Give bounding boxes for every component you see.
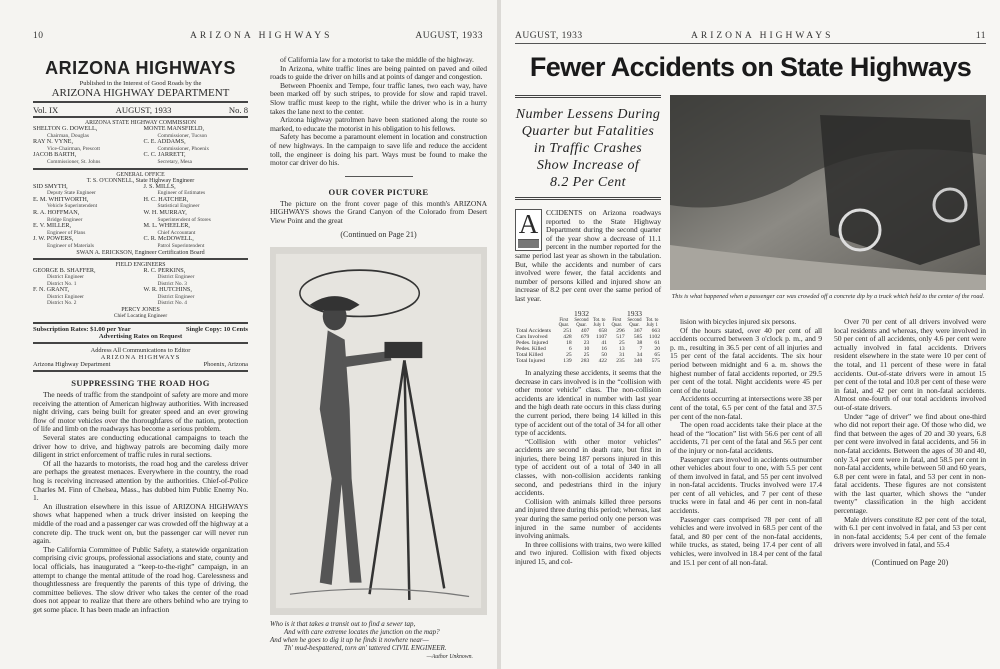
field-engineers-list	[33, 268, 248, 308]
masthead	[33, 58, 248, 372]
table-cell: 517	[616, 333, 625, 340]
staff-name: E. V. MILLER,	[33, 222, 72, 230]
staff-district: District No. 3	[157, 280, 187, 287]
staff-name: SHELTON G. DOWELL,	[33, 125, 98, 132]
staff-name: F. N. GRANT,	[33, 286, 69, 294]
table-row	[515, 358, 661, 364]
staff-entry	[33, 184, 138, 197]
table-cell: 25	[583, 351, 590, 358]
article-title: Fewer Accidents on State Highways	[529, 52, 972, 82]
paragraph: Passenger cars involved in accidents outnumber other vehicles about four to one, with 5.5 per cent of them involved in fatal, and 55 per cent involved in non-fatal accidents. Trucks involved were 17.4 per cent of all vehicles, and 7 per cent of these trucks were in fatal and 46 per cent in non-fatal accidents.	[670, 454, 822, 516]
subtitle-line: Quarter but Fatalities	[521, 124, 655, 139]
staff-name: C. E. ADDAMS,	[143, 138, 186, 146]
running-date: AUGUST, 1933	[515, 31, 583, 41]
table-cell: 25	[619, 339, 625, 346]
left-column	[33, 58, 248, 615]
staff-title: District Engineer	[157, 293, 195, 300]
paragraph: In Arizona, white traffic lines are being painted on paved and oiled roads to guide the driver on hills and at points of danger and congestion.	[270, 63, 487, 82]
staff-title: Commissioner, Phoenix	[157, 145, 210, 152]
page-number: 10	[33, 31, 44, 41]
continued-note: (Continued on Page 20)	[871, 558, 949, 568]
paragraph: The picture on the front cover page of this month's ARIZONA HIGHWAYS shows the Grand Canyon of the Colorado from Desert View Point and the great	[270, 198, 487, 225]
subtitle-line: in Traffic Crashes	[533, 141, 643, 156]
general-office-list	[33, 184, 248, 250]
table-cell: 1102	[649, 333, 660, 340]
staff-entry	[144, 197, 249, 210]
staff-title: Patrol Superintendent	[157, 242, 205, 249]
staff-district: District No. 1	[47, 280, 77, 287]
paragraph: Between Phoenix and Tempe, four traffic lanes, two each way, have been marked off by such stripes, to provide for slow and rapid travel. Slow traffic must keep to the right, while the driver who is in a hurry takes the lane next to the center.	[270, 80, 487, 116]
table-cell: 16	[601, 345, 607, 352]
staff-title: Statistical Engineer	[157, 203, 200, 210]
table-cell: 7	[639, 345, 643, 352]
running-title: ARIZONA HIGHWAYS	[190, 31, 333, 41]
poem-author: —Author Unknown.	[426, 653, 473, 660]
staff-name: C. C. JARRETT,	[143, 151, 186, 159]
row-label: Cars Involved	[516, 333, 548, 340]
table-cell: 38	[636, 339, 643, 346]
staff-title: Chief Accountant	[157, 229, 196, 236]
staff-title: District Engineer	[47, 293, 84, 300]
paragraph: In analyzing these accidents, it seems that the decrease in cars involved is in the “collision with other motor vehicle” class. The non-collision accidents are identical in number with last year and the high death rate occurs in this class during the current period, there being 14 killed in this type of accident out of the total of 34 for all other type of accidents.	[515, 367, 661, 438]
column-header: Second Quar.	[574, 317, 589, 328]
advertising-rates: Advertising Rates on Request	[98, 333, 183, 341]
paragraph: Collision with animals killed three persons and injured three during this period; whereas, last year during the same period only one person was injured in the same number of accidents involving animals.	[515, 496, 661, 541]
table-cell: 407	[580, 327, 590, 334]
staff-title: Superintendent of Stores	[157, 216, 211, 223]
table-cell: 658	[598, 327, 607, 334]
table-cell: 50	[601, 351, 607, 358]
staff-name: JACOB BARTH,	[33, 151, 77, 159]
staff-entry	[144, 268, 249, 288]
lead-paragraph	[515, 209, 661, 304]
poem-line: And when he goes to dig it up he finds it nowhere near—	[270, 636, 429, 645]
staff-name: R. A. HOFFMAN,	[33, 208, 80, 216]
paragraph: Arizona highway patrolmen have been stationed along the route so marked, to educate the motorist in his obligation to his fellows.	[270, 115, 487, 133]
published-line: Published in the Interest of Good Roads by the	[79, 80, 202, 87]
table-cell: 139	[563, 357, 572, 364]
paragraph: Over 70 per cent of all drivers involved were local residents and whereas, they were involved in 50 per cent of all accidents, only 4.6 per cent were actually involved in fatal accidents. Drivers resident elsewhere in the state were 10 per cent of the total, and 11 percent of these were in fatal accidents. Out-of-state drivers were in amout 15 per cent of the total and 10.8 per cent of these were in fatal, and 42 per cent in non-fatal accidents. Almost one-fourth of our total accidents involved out-of-state drivers.	[834, 317, 986, 412]
table-cell: 235	[616, 357, 625, 364]
photo-caption: This is what happened when a passenger car was crowded off a concrete dip by a truck which held to the center of the road.	[671, 293, 985, 300]
paragraph: of California law for a motorist to take the middle of the highway.	[280, 55, 474, 64]
staff-name: C. R. McDOWELL,	[143, 235, 194, 243]
masthead-title: ARIZONA HIGHWAYS	[45, 58, 236, 78]
left-page	[0, 0, 497, 669]
table-cell: 65	[654, 351, 660, 358]
table-cell: 34	[636, 351, 643, 358]
year-1933: 1933	[627, 308, 642, 318]
running-title: ARIZONA HIGHWAYS	[691, 31, 834, 41]
paragraph: Of the hours stated, over 40 per cent of all accidents occurred between 3 o'clock p. m., and 9 p. m., resulting in 36.5 per cent of all injuries and 15 per cent of the fatal accidents. The six hour period between midnight and 6 a. m. shows the highest number of fatal accidents reported, or 29.5 per cent of the total. Night accidents were 45 per cent of the total.	[670, 325, 822, 395]
poem-line: Who is it that takes a transit out to find a sewer tap,	[270, 619, 416, 628]
commission-heading: ARIZONA STATE HIGHWAY COMMISSION	[84, 120, 197, 126]
staff-district: District No. 4	[157, 300, 187, 307]
column-1-flow	[515, 95, 661, 567]
staff-entry	[144, 152, 249, 165]
staff-entry	[144, 184, 249, 197]
staff-name: W. H. MURRAY,	[143, 208, 187, 216]
certification-board: SWAN A. ERICKSON, Engineer Certification Board	[76, 249, 205, 256]
column-2	[670, 318, 822, 567]
chief-engineer: T. S. O'CONNELL, State Highway Engineer	[86, 177, 195, 184]
column-3	[834, 318, 986, 550]
staff-entry	[33, 268, 138, 288]
column-header: First Quar.	[558, 317, 570, 328]
drop-cap-letter: A	[518, 209, 539, 239]
department-name: ARIZONA HIGHWAY DEPARTMENT	[51, 87, 230, 99]
cover-picture-heading: OUR COVER PICTURE	[328, 186, 429, 197]
table-cell: 367	[633, 327, 643, 334]
lead-text: CCIDENTS on Arizona roadways reported to the State Highway Department during the second quarter of the year show a decrease of 11.1 percent in the number reported for the same period last year as shown in the tabulation. But, while the accidents and number of cars involved were fewer, the fatal accidents and number of persons killed and injured show an increase of 8.2 per cent over the same period of last year.	[515, 208, 661, 303]
table-cell: 585	[633, 333, 643, 340]
address-line2: ARIZONA HIGHWAYS	[100, 354, 181, 362]
staff-title: Vice-Chairman, Prescott	[47, 145, 100, 152]
column-header: Tot. to July 1	[645, 317, 659, 328]
column-header: First Quar.	[611, 317, 623, 328]
staff-name: J. W. POWERS,	[33, 235, 74, 243]
staff-name: RAY N. VYNE,	[33, 138, 73, 146]
table-cell: 283	[580, 357, 590, 364]
paragraph: Passenger cars comprised 78 per cent of all vehicles and were involved in 68.5 per cent of the fatal, and 80 per cent of the non-fatal accidents, while trucks, as stated, being 17.4 per cent of all vehicles, were involved in 18.4 per cent of the fatal and 15.1 per cent of all non-fatal.	[670, 514, 822, 567]
surveyor-cartoon-illustration	[270, 247, 487, 615]
staff-entry	[144, 287, 249, 307]
staff-name: H. C. HATCHER,	[143, 195, 189, 203]
paragraph: Male drivers constitute 82 per cent of the total, with 6.1 per cent involved in fatal, and 53 per cent in non-fatal accidents; 5.4 per cent of the female drivers were involved in fatal, and 55.4	[834, 514, 986, 550]
table-cell: 679	[580, 333, 590, 340]
staff-name: GEORGE B. SHAFFER,	[33, 266, 96, 274]
paragraph: Safety has become a paramount element in location and construction of new highways. In the campaign to save life and reduce the accident toll, the engineer is doing his part. Ways must be found to make the motor car driver do his.	[270, 132, 487, 168]
volume: Vol. IX	[33, 105, 59, 115]
article-subtitle	[515, 98, 661, 197]
table-cell: 296	[616, 327, 625, 334]
table-cell: 23	[583, 339, 590, 346]
paragraph: Under “age of driver” we find about one-third who did not report their age. Of those who did, we find that between the ages of 20 and 30 years, 6.8 per cent were involved in fatal accidents, and 56 in non-fatal accidents. Between the ages of 30 and 40, only 3.4 per cent were in fatal, and 58.5 per cent in non-fatal accidents, while between 50 and 60 years, 6.8 per cent were in fatal, and 53 per cent in non-fatal accidents. These figures are not consistent with the last quarter, which shows the “under twenty” classification in the high accident percentage.	[834, 411, 986, 516]
table-cell: 575	[651, 357, 660, 364]
address-city: Phoenix, Arizona	[203, 361, 248, 369]
staff-title: Engineer of Plans	[47, 229, 86, 236]
paragraph: In three collisions with trains, two were killed and two injured. Collision with fixed objects injured 15, and col-	[515, 539, 661, 566]
table-cell: 6	[568, 345, 572, 352]
table-cell: 18	[566, 339, 572, 346]
table-cell: 20	[654, 345, 660, 352]
staff-title: Bridge Engineer	[47, 216, 83, 223]
row-label: Total Injured	[516, 357, 545, 364]
right-page	[501, 0, 1000, 669]
table-cell: 428	[563, 333, 572, 340]
row-label: Total Accidents	[516, 327, 551, 334]
staff-title: Engineer of Materials	[47, 242, 94, 249]
drop-cap	[515, 209, 542, 251]
poem	[270, 620, 487, 661]
year-1932: 1932	[574, 308, 589, 318]
table-cell: 422	[598, 357, 607, 364]
table-cell: 25	[566, 351, 572, 358]
staff-name: J. S. MILLS,	[143, 182, 176, 190]
table-cell: 663	[651, 327, 660, 334]
staff-title: District Engineer	[157, 274, 195, 281]
staff-title: Engineer of Estimates	[157, 190, 206, 197]
subtitle-line: 8.2 Per Cent	[550, 175, 626, 190]
table-cell: 61	[654, 339, 660, 346]
poem-line: And with care extreme locates the junction on the map?	[284, 627, 440, 636]
accident-table	[515, 309, 661, 364]
table-cell: 340	[633, 357, 643, 364]
editorial-heading: SUPPRESSING THE ROAD HOG	[71, 378, 210, 389]
illustration-frame	[270, 247, 487, 615]
crashed-car-photo	[670, 95, 986, 290]
single-copy: Single Copy: 10 Cents	[185, 326, 248, 334]
subtitle-line: Show Increase of	[536, 158, 640, 173]
staff-entry	[33, 236, 138, 249]
address-line1: Address All Communications to Editor	[90, 347, 191, 355]
staff-entry	[144, 236, 249, 249]
paragraph: The needs of traffic from the standpoint of safety are more and more receiving the attention of American highway authorities. With increased night driving, cars being built for greater speed and an ever growing flow of motor vehicles over the thoroughfares of the nation, protection of life and limb on the roadways has become a serious problem.	[33, 390, 248, 434]
row-label: Pedes. Killed	[516, 345, 546, 352]
staff-title: Chairman, Douglas	[47, 132, 89, 139]
column-header: Tot. to July 1	[592, 317, 606, 328]
general-office-heading: GENERAL OFFICE	[116, 171, 165, 178]
staff-title: Commissioner, Tucson	[157, 132, 208, 139]
staff-entry	[33, 152, 138, 165]
editorial-continued	[270, 56, 487, 168]
staff-title: Commissioner, St. Johns	[47, 158, 101, 165]
address-department: Arizona Highway Department	[33, 361, 111, 369]
subtitle-line: Number Lessens During	[515, 107, 661, 122]
staff-name: E. M. WHITWORTH,	[33, 195, 89, 203]
left-page-column-2	[270, 56, 487, 661]
subscription-rates: Subscription Rates: $1.00 per Year	[33, 326, 131, 334]
table-cell: 31	[619, 351, 625, 358]
page-number: 11	[975, 31, 986, 41]
paragraph: The California Committee of Public Safety, a statewide organization comprising civic groups, professional associations and state, county and local officials, has inaugurated a “keep-to-the-right” campaign, in an attempt to change the mental attitude of the road hog. Carelessness and thoughtlessness are frequently the parents of this type of driving, the committee believes. The slow driver who takes the center of the road does not appear to realize that there are others behind who are trying to get some place. It has been made an infraction	[33, 544, 248, 614]
column-1	[515, 369, 661, 567]
chief-locating-title: Chief Locating Engineer	[113, 313, 168, 320]
staff-title: Deputy State Engineer	[47, 190, 96, 197]
field-engineers-heading: FIELD ENGINEERS	[115, 261, 166, 268]
issue-number: No. 8	[228, 105, 248, 115]
staff-entry	[33, 287, 138, 307]
staff-title: Vehicle Superintendent	[47, 203, 98, 210]
issue-date: AUGUST, 1933	[115, 105, 172, 115]
row-label: Pedes. Injured	[516, 339, 549, 346]
column-3-flow	[834, 318, 986, 567]
table-cell: 13	[619, 345, 625, 352]
staff-name: R. C. PERKINS,	[143, 266, 186, 274]
staff-title: Secretary, Mesa	[157, 158, 192, 165]
commission-list	[33, 126, 248, 166]
staff-name: MONTE MANSFIELD,	[143, 125, 205, 132]
paragraph: The open road accidents take their place at the head of the “location” list with 56.6 per cent of all accidents, 71 per cent of the fatal and 56.5 per cent of the injury or non-fatal accidents.	[670, 420, 822, 455]
paragraph: Accidents occurring at intersections were 38 per cent of the total, 6.5 per cent of the fatal and 37.5 per cent of the non-fatal.	[670, 394, 822, 421]
table-cell: 1107	[595, 333, 607, 340]
column-header: Second Quar.	[627, 317, 642, 328]
paragraph: lision with bicycles injured six persons.	[680, 317, 797, 326]
table-cell: 41	[601, 339, 607, 346]
chief-locating-name: PERCY JONES	[121, 307, 160, 314]
staff-district: District No. 2	[47, 300, 77, 307]
paragraph: Of all the hazards to motorists, the road hog and the careless driver are perhaps the greatest menaces. Everywhere in the country, the road hog is receiving increased attention by the authorities. Chief-of-Police Charles M. Finn of Chelsea, Mass., has dubbed him Public Enemy No. 1.	[33, 458, 248, 503]
table-cell: 251	[563, 327, 572, 334]
table-cell: 10	[583, 345, 590, 352]
staff-name: M. L. WHEELER,	[143, 222, 190, 230]
running-date: AUGUST, 1933	[415, 31, 483, 41]
paragraph: An illustration elsewhere in this issue of ARIZONA HIGHWAYS shows what happened when a truck driver insisted on keeping the middle of the road and a passenger car was crowded off the highway at a concrete dip. The truck went on, but the passenger car will never run again.	[33, 501, 248, 546]
paragraph: “Collision with other motor vehicles” accidents are second in death rate, but first in injuries, there being 187 persons injured in this type of accident out of a total of 340 in all classes, with non-collision accidents ranking second, and pedestrians third in the injury accidents.	[515, 436, 661, 498]
continued-note: (Continued on Page 21)	[340, 229, 417, 239]
cover-picture-body	[270, 200, 487, 226]
poem-line: Th' mud-bespattered, torn an' tattered CIVIL ENGINEER.	[284, 644, 447, 653]
paragraph: Several states are conducting educational campaigns to teach the driver how to drive, and highway patrols are becoming daily more diligent in strict enforcement of traffic rules in rural sections.	[33, 433, 248, 460]
editorial-body	[33, 391, 248, 614]
staff-name: SID SMYTH,	[33, 182, 68, 190]
staff-entry	[33, 197, 138, 210]
staff-name: W. R. HUTCHINS,	[143, 286, 192, 294]
row-label: Total Killed	[516, 351, 543, 358]
staff-title: District Engineer	[47, 274, 84, 281]
